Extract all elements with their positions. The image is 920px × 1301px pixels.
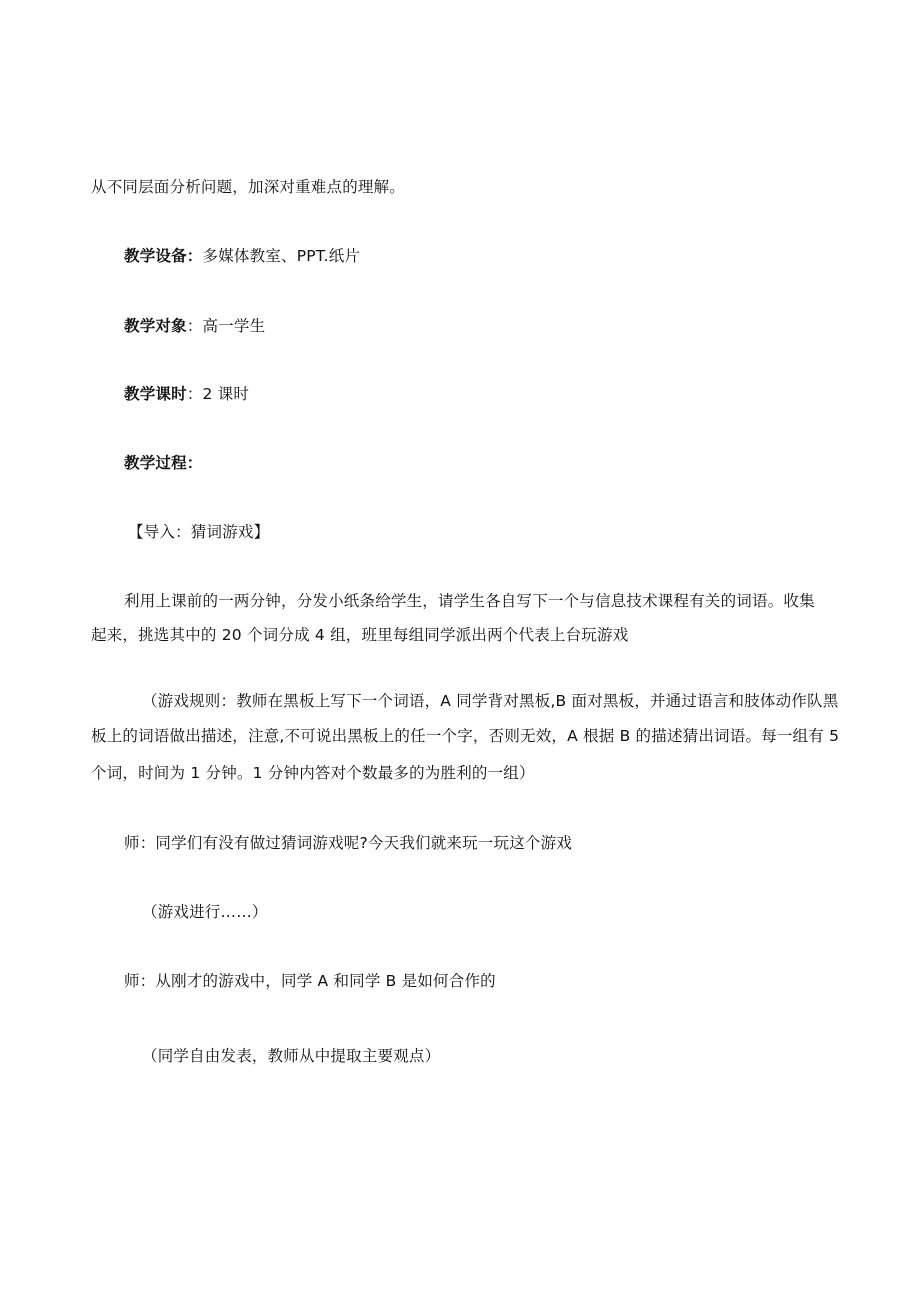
hours-field: [124, 383, 249, 405]
audience-field: [124, 315, 265, 337]
equipment-value: 多媒体教室、PPT.纸片: [202, 247, 361, 265]
note-line-2: （同学自由发表，教师从中提取主要观点）: [142, 1047, 441, 1065]
hours-value: ：2 课时: [186, 385, 250, 403]
equipment-label: 教学设备：: [124, 247, 203, 265]
process-heading: 教学过程：: [124, 454, 203, 472]
teacher-line-1: 师：同学们有没有做过猜词游戏呢?今天我们就来玩一玩这个游戏: [124, 834, 573, 852]
audience-value: ：高一学生: [186, 317, 266, 335]
intro-line: 从不同层面分析问题，加深对重难点的理解。: [91, 178, 406, 196]
equipment-field: [124, 245, 360, 267]
audience-label: 教学对象: [124, 317, 187, 335]
teacher-line-2: 师：从刚才的游戏中，同学 A 和同学 B 是如何合作的: [124, 972, 496, 990]
section-title: 【导入：猜词游戏】: [128, 523, 270, 541]
rules-line3: 个词，时间为 1 分钟。1 分钟内答对个数最多的为胜利的一组）: [91, 764, 535, 782]
rules-line1: （游戏规则：教师在黑板上写下一个词语，A 同学背对黑板,B 面对黑板，并通过语言和肢体动作队黑: [142, 692, 839, 710]
rules-line2: 板上的词语做出描述，注意,不可说出黑板上的任一个字，否则无效，A 根据 B 的描述猜出词语。每一组有 5: [91, 727, 840, 745]
paragraph1-line2: 起来，挑选其中的 20 个词分成 4 组，班里每组同学派出两个代表上台玩游戏: [91, 626, 629, 644]
note-line-1: （游戏进行……）: [142, 903, 268, 921]
paragraph1-line1: 利用上课前的一两分钟，分发小纸条给学生，请学生各自写下一个与信息技术课程有关的词语。收集: [124, 592, 815, 610]
hours-label: 教学课时: [124, 385, 187, 403]
